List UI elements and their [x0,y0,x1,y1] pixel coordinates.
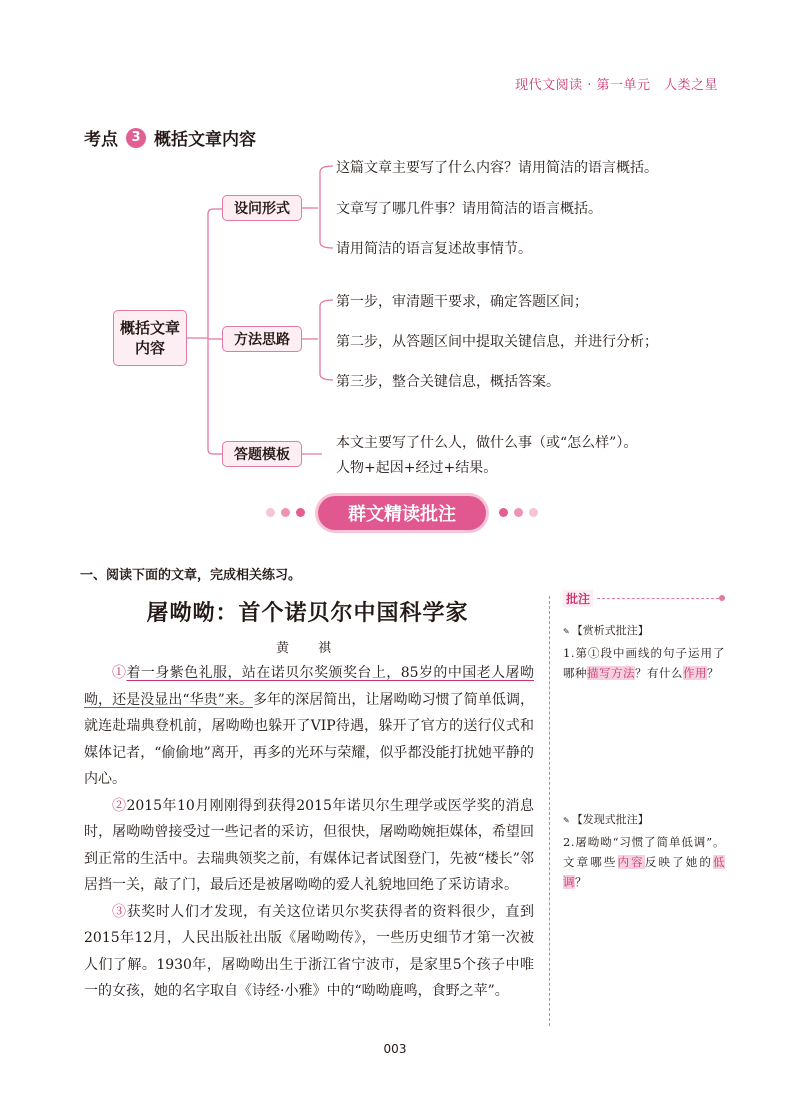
note-tag: 【赏析式批注】 [571,624,649,637]
pencil-icon: ✎ [563,816,570,825]
branch-method: 方法思路 [222,326,302,352]
annotation-header [563,590,725,606]
note-question [563,643,725,683]
branch-question-form: 设问形式 [222,195,302,221]
annotation-label: 批注 [563,590,593,607]
leaf-question-3: 请用简洁的语言复述故事情节。 [336,241,532,257]
leaf-method-2: 第二步，从答题区间中提取关键信息，并进行分析； [336,334,658,350]
note-text: ？ [575,875,587,889]
paragraph-1 [84,660,534,793]
banner-dot [296,508,305,517]
banner-dot [514,508,523,517]
leaf-method-1: 第一步，审清题干要求，确定答题区间； [336,294,588,310]
section-prefix: 考点 [84,130,118,150]
banner-title: 群文精读批注 [318,496,486,530]
annotation-dashed-line [597,598,719,599]
paragraph-number: ③ [112,903,127,920]
leaf-question-1: 这篇文章主要写了什么内容？请用简洁的语言概括。 [336,160,658,176]
leaf-template-2: 人物+起因+经过+结果。 [336,460,498,476]
branch-answer-template: 答题模板 [222,441,302,467]
section-heading: 概括文章内容 [154,130,256,150]
banner-dot [529,508,538,517]
paragraph-number: ② [112,797,127,814]
mindmap-root: 概括文章内容 [113,310,187,366]
leaf-method-3: 第三步，整合关键信息，概括答案。 [336,374,560,390]
paragraph-text: 获奖时人们才发现，有关这位诺贝尔奖获得者的资料很少，直到2015年12月，人民出版社出版《屠呦呦传》，一些历史细节才第一次被人们了解。1930年，屠呦呦出生于浙江省宁波市，是家里5个孩子中唯一的女孩，她的名字取自《诗经·小雅》中的“呦呦鹿鸣，食野之苹”。 [84,903,535,999]
article-body [84,660,534,1005]
pencil-icon: ✎ [563,627,570,636]
note-tag: 【发现式批注】 [571,813,649,826]
article-title: 屠呦呦：首个诺贝尔中国科学家 [146,600,469,626]
banner-dot [281,508,290,517]
note-text: ？ [707,666,719,680]
leaf-template-1: 本文主要写了什么人，做什么事（或“怎么样”）。 [336,435,638,451]
banner-dot [499,508,508,517]
paragraph-2 [84,793,534,899]
bracket-methods [320,300,333,380]
annotation-note-1 [563,622,725,683]
note-keyword: 作用 [683,666,707,680]
banner-dot [266,508,275,517]
root-trunk [208,209,213,454]
note-text: 2.屠呦呦“习惯了简单低调”。文章哪些 [563,835,725,869]
exercise-instruction: 一、阅读下面的文章，完成相关练习。 [80,568,302,583]
underlined-sentence: 着一身紫色礼服，站在诺贝尔奖颁奖台上，85岁的中国老人屠呦呦，还是没显出“华贵”来。 [84,665,534,708]
leaf-question-2: 文章写了哪几件事？请用简洁的语言概括。 [336,201,602,217]
paragraph-text: 多年的深居简出，让屠呦呦习惯了简单低调，就连赴瑞典登机前，屠呦呦也躲开了VIP待遇，躲开了官方的送行仪式和媒体记者，“偷偷地”离开，再多的光环与荣耀，似乎都没能打扰她平静的内心。 [84,691,534,787]
section-number-badge: 3 [126,128,146,148]
running-header: 现代文阅读 · 第一单元 人类之星 [515,78,718,93]
paragraph-3 [84,899,534,1005]
note-text: 1.第①段中画线的句子运用了哪种 [563,646,725,680]
annotation-note-2 [563,811,725,892]
annotation-end-dot [719,595,725,601]
paragraph-text: 2015年10月刚刚得到获得2015年诺贝尔生理学或医学奖的消息时，屠呦呦曾接受过一些记者的采访，但很快，屠呦呦婉拒媒体，希望回到正常的生活中。去瑞典领奖之前，有媒体记者试图登门，先被“楼长”邻居挡一关，敲了门，最后还是被屠呦呦的爱人礼貌地回绝了采访请求。 [84,797,534,893]
note-keyword: 内容 [617,855,645,869]
note-question [563,832,725,892]
note-keyword: 低调 [563,855,726,889]
article-author: 黄 祺 [275,641,339,656]
note-keyword: 描写方法 [587,666,635,680]
page-number: 003 [383,1042,407,1056]
note-text: ？有什么 [635,666,683,680]
paragraph-number: ① [112,665,127,681]
annotation-divider [549,596,550,1026]
bracket-question [320,166,333,248]
note-text: 反映了她的 [644,855,714,869]
